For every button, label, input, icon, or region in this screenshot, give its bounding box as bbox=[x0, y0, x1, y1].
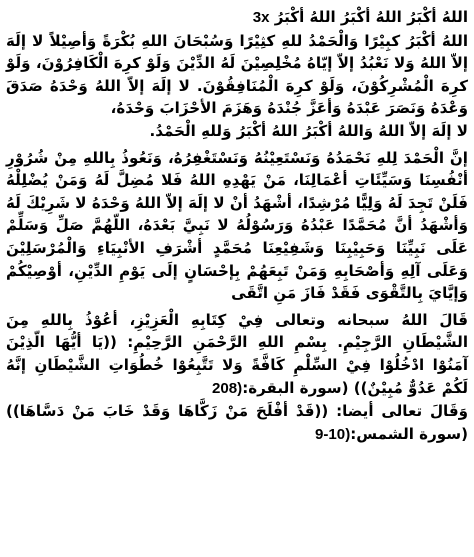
praise-paragraph bbox=[6, 30, 468, 120]
quran-quote-paragraph bbox=[6, 309, 468, 400]
verse-reference-number: 9-10) bbox=[314, 425, 351, 443]
second-quote-text: وَقَالَ تعالى أيضا: ((قَدْ أفْلَحَ مَنْ زَكَّاهَا وَقَدْ خَابَ مَنْ دَسَّاهَا)) bbox=[6, 402, 468, 421]
opening-text: إنَّ الْحَمْدَ لِلهِ نَحْمَدُهُ وَنَسْتَعِيْنُهُ وَنَسْتَغْفِرُهُ، وَنَعُوذُ بِاللهِ مِنْ شُرُوْرِ أنْفُسِنَا وَسَيِّئَاتِ أعْمَالِنَا، مَنْ يَهْدِهِ اللهُ فَلا مُضِلَّ لَهُ وَمَنْ يُضْلِلْهُ فَلَنْ تَجِدَ لَهُ وَلِيًّا مُرْشِدًا، أشْهَدُ أنْ لا إلَهَ إلاّ اللهُ وَحْدَهُ لا شَرِيْكَ لَهُ وَأشْهَدُ أنَّ مُحَمَّدًا عَبْدُهُ وَرَسُوْلُهُ لا نَبِيَّ بَعْدَهُ، اللّهُمَّ صَلِّ وَسَلِّمْ عَلَى نَبِيِّنَا وَحَبِيْبِنَا وَشَفِيْعِنَا مُحَمَّدٍ أشْرَفِ الأنْبِيَاءِ وَالْمُرْسَلِيْنَ وَعَلَى آلِهِ وَأصْحَابِهِ وَمَنْ تَبِعَهُمْ بِإحْسَانٍ إلَى يَوْمِ الدِّيْنِ، أوْصِيْكُمْ وَإيَّايَ بِالتَّقْوَى فَقَدْ فَازَ مَنِ اتَّقَى bbox=[6, 148, 468, 303]
second-quote-paragraph bbox=[6, 400, 468, 446]
repeat-count: 3x bbox=[252, 9, 270, 26]
tahlil-text: لا إلَهَ إلاّ اللهُ وَاللهُ أكْبَرُ اللهُ أكْبَرُ وَللهِ الْحَمْدُ. bbox=[149, 121, 468, 140]
takbir-text: اللهُ أكْبَرُ اللهُ أكْبَرُ اللهُ أكْبَرُ bbox=[274, 8, 468, 26]
surah-reference-label: (سورة الشمس: bbox=[350, 424, 468, 443]
quran-quote-text: قَالَ اللهُ سبحانه وتعالى فِيْ كِتَابِهِ الْعَزِيْزِ، أعُوْذُ بِاللهِ مِنَ الشَّيْطَانِ الرَّجِيْمِ. بِسْمِ اللهِ الرَّحْمَنِ الرَّحِيْمِ: ((يَا أيُّهَا الّذِيْنَ آمَنُوْا ادْخُلُوْا فِيْ السِّلْمِ كَافَّةً وَلا تَتَّبِعُوْا خُطُوَاتِ الشَّيْطَانِ إنَّهُ لَكُمْ عَدُوٌّ مُبِيْنٌ)) bbox=[6, 310, 468, 397]
takbir-line bbox=[6, 6, 468, 30]
praise-text: اللهُ أكْبَرُ كبِيْرًا وَالْحَمْدُ للهِ كثِيْرًا وَسُبْحَانَ اللهِ بُكْرَةً وَأصِيْلاً لا إلَهَ إلاّ اللهُ وَلا نَعْبُدُ إلاّ إيّاهُ مُخْلِصِيْنَ لَهُ الدِّيْنَ وَلَوْ كرِهَ الْكَافِرُوْنَ، وَلَوْ كرِهَ الْمُشْرِكُوْنَ، وَلَوْ كرِهَ الْمُنَافِقُوْنَ. لا إلَهَ إلاّ اللهُ وَحْدَهُ صَدَقَ وَعْدَهُ وَنَصَرَ عَبْدَهُ وَأعَزَّ جُنْدَهُ وَهَزَمَ الأحْزَابَ وَحْدَهُ، bbox=[6, 31, 468, 118]
opening-paragraph bbox=[6, 147, 468, 305]
tahlil-line bbox=[6, 120, 468, 143]
verse-reference-number: 208) bbox=[212, 379, 243, 397]
surah-reference-label: (سورة البقرة: bbox=[242, 378, 349, 397]
